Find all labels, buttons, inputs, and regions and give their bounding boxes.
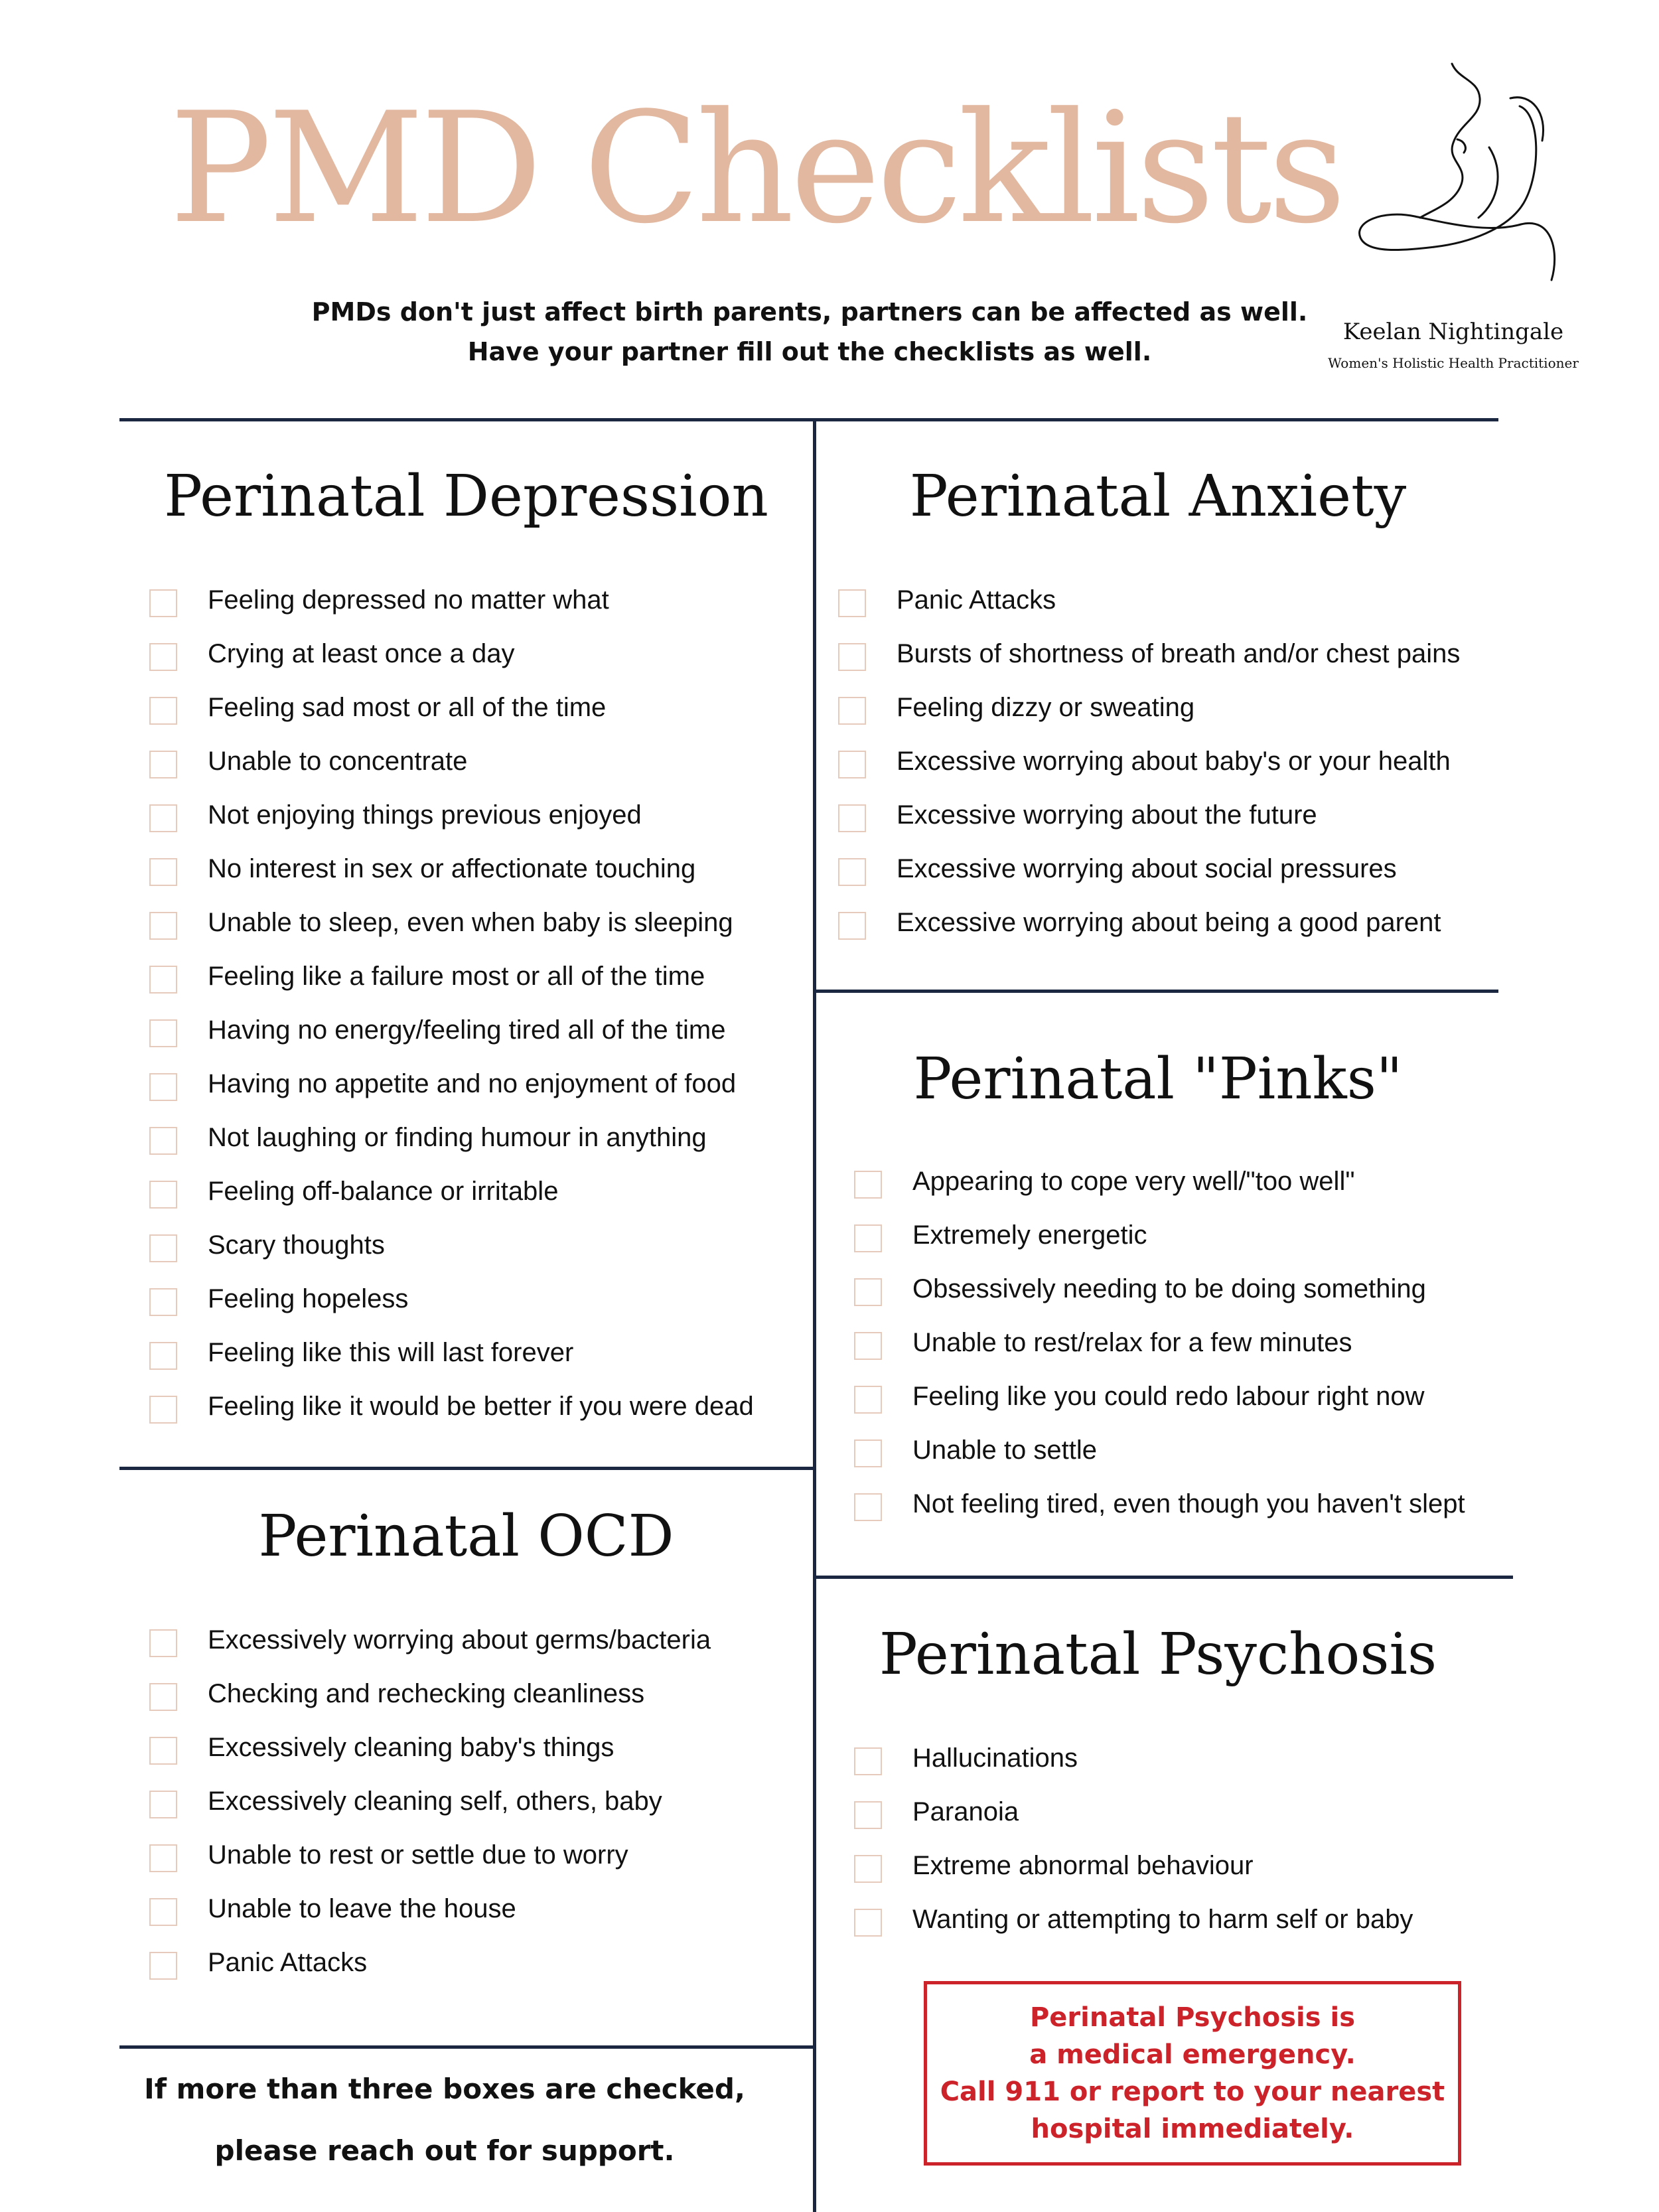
checklist-item-label: Feeling sad most or all of the time — [208, 693, 607, 722]
anxiety-title: Perinatal Anxiety — [909, 463, 1407, 530]
emergency-line-4: hospital immediately. — [1031, 2114, 1354, 2144]
checklist-item-label: Appearing to cope very well/"too well" — [912, 1167, 1355, 1196]
top-divider — [119, 418, 1498, 421]
checklist-item-label: Excessive worrying about social pressures — [897, 854, 1397, 883]
checkbox[interactable] — [854, 1747, 882, 1775]
center-divider — [813, 418, 816, 2212]
checklist-item-label: Feeling like it would be better if you were dead — [208, 1392, 754, 1421]
checkbox[interactable] — [854, 1332, 882, 1360]
checklist-item-label: Unable to rest or settle due to worry — [208, 1840, 628, 1870]
checkbox[interactable] — [149, 966, 177, 994]
checklist-item-label: Feeling like a failure most or all of the time — [208, 962, 705, 991]
checklist-item-label: Having no appetite and no enjoyment of food — [208, 1069, 737, 1098]
checkbox[interactable] — [854, 1801, 882, 1829]
checklist-item-label: Feeling depressed no matter what — [208, 585, 609, 615]
ocd-footer-divider — [119, 2045, 815, 2049]
checklist-item-label: Unable to sleep, even when baby is sleeping — [208, 908, 733, 937]
emergency-notice — [924, 1981, 1461, 2166]
checklist-item-label: Feeling like you could redo labour right now — [912, 1382, 1425, 1411]
checklist-item-label: Excessive worrying about being a good parent — [897, 908, 1441, 937]
page-title: PMD Checklists — [169, 80, 1342, 258]
checklist-item-label: Paranoia — [912, 1797, 1019, 1826]
ocd-title: Perinatal OCD — [258, 1503, 674, 1570]
checkbox[interactable] — [149, 858, 177, 886]
checklist-item-label: Feeling dizzy or sweating — [897, 693, 1195, 722]
checklist-item-label: Excessively cleaning baby's things — [208, 1733, 614, 1762]
checkbox[interactable] — [838, 804, 866, 832]
checklist-item-label: Extreme abnormal behaviour — [912, 1851, 1254, 1880]
pinks-title: Perinatal "Pinks" — [913, 1046, 1403, 1112]
checkbox[interactable] — [149, 697, 177, 725]
emergency-line-1: Perinatal Psychosis is — [1029, 2002, 1356, 2033]
checkbox[interactable] — [838, 589, 866, 617]
anxiety-pinks-divider — [813, 990, 1498, 993]
checkbox[interactable] — [149, 1898, 177, 1926]
checkbox[interactable] — [149, 643, 177, 671]
depression-title: Perinatal Depression — [164, 463, 768, 530]
checkbox[interactable] — [149, 1342, 177, 1370]
checklist-item-label: Excessively worrying about germs/bacteria — [208, 1625, 711, 1655]
checkbox[interactable] — [149, 804, 177, 832]
checkbox[interactable] — [149, 1127, 177, 1155]
checklist-item-label: Bursts of shortness of breath and/or chest pains — [897, 639, 1461, 668]
checkbox[interactable] — [149, 589, 177, 617]
emergency-line-2: a medical emergency. — [1029, 2039, 1356, 2070]
psychosis-title: Perinatal Psychosis — [879, 1621, 1437, 1688]
checklist-item-label: Not laughing or finding humour in anything — [208, 1123, 707, 1152]
checklist-item-label: Hallucinations — [912, 1743, 1078, 1773]
checkbox[interactable] — [838, 643, 866, 671]
checklist-item-label: Checking and rechecking cleanliness — [208, 1679, 645, 1708]
checkbox[interactable] — [149, 1396, 177, 1424]
checklist-item-label: Having no energy/feeling tired all of the time — [208, 1015, 726, 1045]
brand-logo-icon — [1354, 60, 1573, 285]
checklist-item-label: Unable to rest/relax for a few minutes — [912, 1328, 1352, 1357]
support-note-line-1: If more than three boxes are checked, — [144, 2073, 745, 2105]
checklist-item-label: Feeling off-balance or irritable — [208, 1177, 559, 1206]
checkbox[interactable] — [854, 1855, 882, 1883]
checkbox[interactable] — [149, 1073, 177, 1101]
brand-tagline: Women's Holistic Health Practitioner — [1328, 355, 1579, 371]
checklist-item-label: No interest in sex or affectionate touching — [208, 854, 696, 883]
checkbox[interactable] — [838, 751, 866, 778]
checkbox[interactable] — [149, 1019, 177, 1047]
checkbox[interactable] — [149, 1683, 177, 1711]
checklist-item-label: Unable to concentrate — [208, 747, 468, 776]
checkbox[interactable] — [854, 1278, 882, 1306]
checkbox[interactable] — [838, 697, 866, 725]
checkbox[interactable] — [854, 1493, 882, 1521]
checkbox[interactable] — [854, 1171, 882, 1199]
checkbox[interactable] — [854, 1224, 882, 1252]
checkbox[interactable] — [149, 1952, 177, 1980]
intro-line-2: Have your partner fill out the checklists as well. — [467, 337, 1152, 366]
checklist-item-label: Panic Attacks — [897, 585, 1056, 615]
checklist-item-label: Unable to leave the house — [208, 1894, 516, 1923]
checkbox[interactable] — [149, 1181, 177, 1209]
checklist-item-label: Extremely energetic — [912, 1220, 1147, 1250]
support-note-line-2: please reach out for support. — [214, 2134, 675, 2167]
checklist-item-label: Not feeling tired, even though you haven't slept — [912, 1489, 1465, 1518]
checklist-item-label: Unable to settle — [912, 1436, 1097, 1465]
checkbox[interactable] — [149, 751, 177, 778]
brand-name: Keelan Nightingale — [1342, 319, 1564, 345]
checklist-item-label: Obsessively needing to be doing something — [912, 1274, 1426, 1303]
checklist-item-label: Not enjoying things previous enjoyed — [208, 800, 642, 830]
checkbox[interactable] — [854, 1386, 882, 1414]
checkbox[interactable] — [854, 1439, 882, 1467]
checkbox[interactable] — [149, 1791, 177, 1818]
checklist-item-label: Scary thoughts — [208, 1230, 385, 1260]
checklist-item-label: Panic Attacks — [208, 1948, 368, 1977]
checklist-item-label: Excessive worrying about baby's or your health — [897, 747, 1451, 776]
checkbox[interactable] — [149, 912, 177, 940]
pinks-psychosis-divider — [813, 1576, 1513, 1579]
checkbox[interactable] — [149, 1288, 177, 1316]
checklist-item-label: Excessively cleaning self, others, baby — [208, 1787, 662, 1816]
checkbox[interactable] — [149, 1844, 177, 1872]
checklist-item-label: Feeling hopeless — [208, 1284, 409, 1313]
checklist-item-label: Excessive worrying about the future — [897, 800, 1317, 830]
checklist-item-label: Wanting or attempting to harm self or baby — [912, 1905, 1413, 1934]
checklist-item-label: Crying at least once a day — [208, 639, 515, 668]
checkbox[interactable] — [149, 1629, 177, 1657]
checkbox[interactable] — [149, 1737, 177, 1765]
intro-line-1: PMDs don't just affect birth parents, partners can be affected as well. — [311, 297, 1308, 327]
emergency-line-3: Call 911 or report to your nearest — [940, 2077, 1445, 2107]
checklist-item-label: Feeling like this will last forever — [208, 1338, 574, 1367]
checkbox[interactable] — [149, 1234, 177, 1262]
checkbox[interactable] — [838, 912, 866, 940]
checkbox[interactable] — [838, 858, 866, 886]
checkbox[interactable] — [854, 1909, 882, 1937]
depression-ocd-divider — [119, 1467, 815, 1470]
